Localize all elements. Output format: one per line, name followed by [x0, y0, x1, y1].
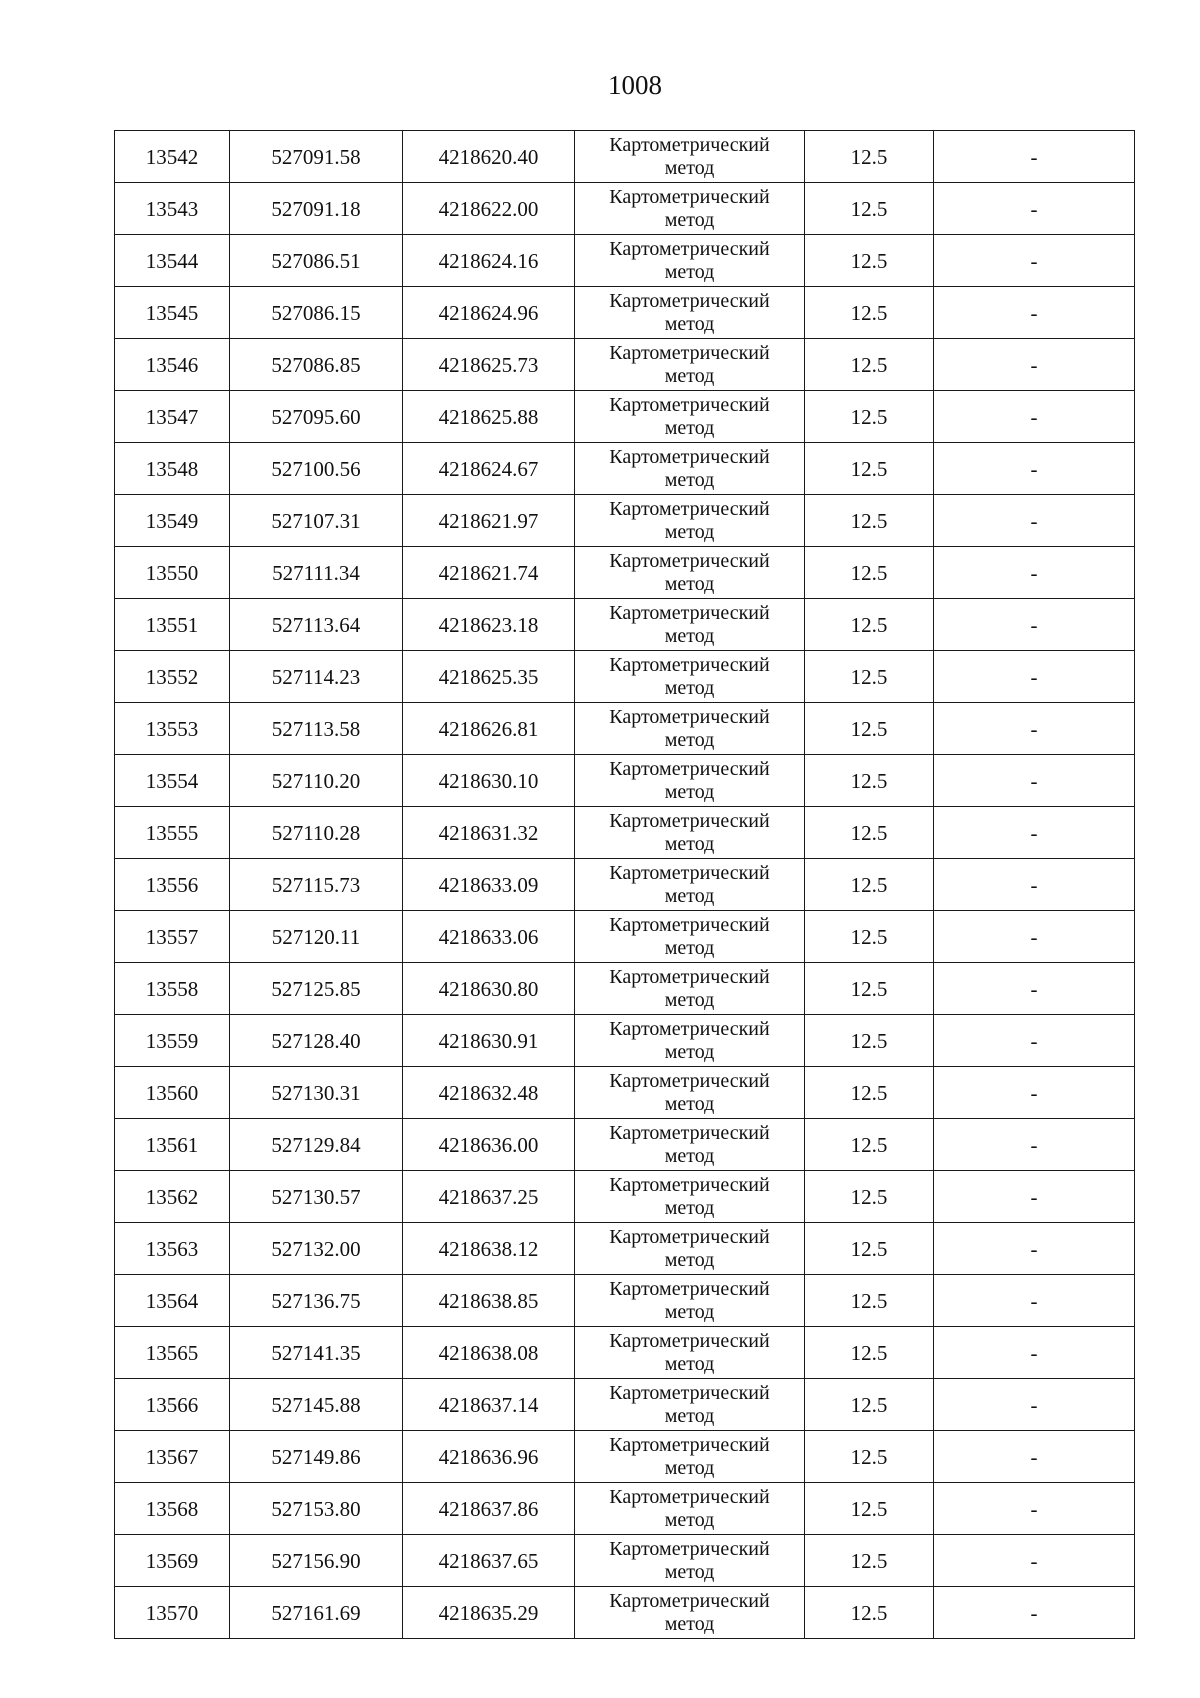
x-coordinate-cell: 527125.85 [230, 963, 403, 1015]
accuracy-cell: 12.5 [805, 755, 934, 807]
method-cell [575, 703, 805, 755]
method-line-2: метод [664, 1561, 715, 1583]
y-coordinate-cell: 4218625.88 [403, 391, 575, 443]
note-cell: - [934, 1587, 1135, 1639]
y-coordinate-cell: 4218630.80 [403, 963, 575, 1015]
page-number: 1008 [608, 70, 662, 100]
method-cell [575, 1171, 805, 1223]
method-cell [575, 1587, 805, 1639]
method-line-1: Картометрический [609, 1538, 770, 1560]
method-line-2: метод [664, 1301, 715, 1323]
method-line-2: метод [664, 521, 715, 543]
point-id-cell: 13554 [115, 755, 230, 807]
point-id-cell: 13551 [115, 599, 230, 651]
method-line-1: Картометрический [609, 186, 770, 208]
note-cell: - [934, 755, 1135, 807]
table-body [115, 131, 1135, 1639]
method-line-2: метод [664, 573, 715, 595]
note-cell: - [934, 859, 1135, 911]
table-row [115, 1379, 1135, 1431]
point-id-cell: 13543 [115, 183, 230, 235]
accuracy-cell: 12.5 [805, 1483, 934, 1535]
x-coordinate-cell: 527120.11 [230, 911, 403, 963]
accuracy-cell: 12.5 [805, 859, 934, 911]
method-cell [575, 1483, 805, 1535]
accuracy-cell: 12.5 [805, 287, 934, 339]
x-coordinate-cell: 527100.56 [230, 443, 403, 495]
table-row [115, 859, 1135, 911]
x-coordinate-cell: 527132.00 [230, 1223, 403, 1275]
table-row [115, 1535, 1135, 1587]
table-row [115, 495, 1135, 547]
x-coordinate-cell: 527114.23 [230, 651, 403, 703]
method-cell [575, 1015, 805, 1067]
x-coordinate-cell: 527156.90 [230, 1535, 403, 1587]
y-coordinate-cell: 4218625.35 [403, 651, 575, 703]
method-cell [575, 1223, 805, 1275]
accuracy-cell: 12.5 [805, 703, 934, 755]
note-cell: - [934, 1119, 1135, 1171]
method-cell [575, 599, 805, 651]
point-id-cell: 13558 [115, 963, 230, 1015]
method-cell [575, 859, 805, 911]
note-cell: - [934, 235, 1135, 287]
method-cell [575, 443, 805, 495]
method-line-1: Картометрический [609, 1070, 770, 1092]
point-id-cell: 13569 [115, 1535, 230, 1587]
point-id-cell: 13570 [115, 1587, 230, 1639]
x-coordinate-cell: 527091.58 [230, 131, 403, 183]
method-cell [575, 235, 805, 287]
accuracy-cell: 12.5 [805, 1223, 934, 1275]
method-cell [575, 807, 805, 859]
accuracy-cell: 12.5 [805, 1379, 934, 1431]
accuracy-cell: 12.5 [805, 1535, 934, 1587]
method-line-2: метод [664, 937, 715, 959]
y-coordinate-cell: 4218636.96 [403, 1431, 575, 1483]
x-coordinate-cell: 527153.80 [230, 1483, 403, 1535]
note-cell: - [934, 495, 1135, 547]
table-row [115, 963, 1135, 1015]
y-coordinate-cell: 4218630.10 [403, 755, 575, 807]
note-cell: - [934, 131, 1135, 183]
x-coordinate-cell: 527110.28 [230, 807, 403, 859]
method-cell [575, 963, 805, 1015]
table-row [115, 1275, 1135, 1327]
method-line-2: метод [664, 833, 715, 855]
method-line-2: метод [664, 1249, 715, 1271]
accuracy-cell: 12.5 [805, 391, 934, 443]
point-id-cell: 13553 [115, 703, 230, 755]
method-line-2: метод [664, 157, 715, 179]
y-coordinate-cell: 4218621.74 [403, 547, 575, 599]
x-coordinate-cell: 527086.85 [230, 339, 403, 391]
y-coordinate-cell: 4218637.65 [403, 1535, 575, 1587]
method-line-1: Картометрический [609, 654, 770, 676]
method-line-1: Картометрический [609, 1018, 770, 1040]
y-coordinate-cell: 4218638.85 [403, 1275, 575, 1327]
x-coordinate-cell: 527095.60 [230, 391, 403, 443]
point-id-cell: 13546 [115, 339, 230, 391]
note-cell: - [934, 1275, 1135, 1327]
point-id-cell: 13549 [115, 495, 230, 547]
table-row [115, 235, 1135, 287]
x-coordinate-cell: 527141.35 [230, 1327, 403, 1379]
note-cell: - [934, 807, 1135, 859]
method-line-1: Картометрический [609, 1278, 770, 1300]
accuracy-cell: 12.5 [805, 1119, 934, 1171]
point-id-cell: 13566 [115, 1379, 230, 1431]
x-coordinate-cell: 527086.15 [230, 287, 403, 339]
note-cell: - [934, 599, 1135, 651]
y-coordinate-cell: 4218624.96 [403, 287, 575, 339]
method-line-1: Картометрический [609, 914, 770, 936]
note-cell: - [934, 443, 1135, 495]
table-row [115, 599, 1135, 651]
method-line-2: метод [664, 1093, 715, 1115]
point-id-cell: 13560 [115, 1067, 230, 1119]
point-id-cell: 13557 [115, 911, 230, 963]
note-cell: - [934, 287, 1135, 339]
note-cell: - [934, 183, 1135, 235]
y-coordinate-cell: 4218637.14 [403, 1379, 575, 1431]
method-cell [575, 1379, 805, 1431]
method-line-1: Картометрический [609, 862, 770, 884]
table-row [115, 1483, 1135, 1535]
method-cell [575, 1275, 805, 1327]
method-cell [575, 495, 805, 547]
table-row [115, 807, 1135, 859]
method-line-2: метод [664, 469, 715, 491]
y-coordinate-cell: 4218635.29 [403, 1587, 575, 1639]
accuracy-cell: 12.5 [805, 235, 934, 287]
accuracy-cell: 12.5 [805, 131, 934, 183]
x-coordinate-cell: 527130.57 [230, 1171, 403, 1223]
point-id-cell: 13550 [115, 547, 230, 599]
x-coordinate-cell: 527113.64 [230, 599, 403, 651]
method-line-1: Картометрический [609, 498, 770, 520]
table-row [115, 1431, 1135, 1483]
point-id-cell: 13545 [115, 287, 230, 339]
table-row [115, 1171, 1135, 1223]
accuracy-cell: 12.5 [805, 963, 934, 1015]
x-coordinate-cell: 527086.51 [230, 235, 403, 287]
method-cell [575, 391, 805, 443]
method-line-2: метод [664, 989, 715, 1011]
method-line-1: Картометрический [609, 1330, 770, 1352]
accuracy-cell: 12.5 [805, 339, 934, 391]
y-coordinate-cell: 4218633.09 [403, 859, 575, 911]
note-cell: - [934, 703, 1135, 755]
method-line-2: метод [664, 781, 715, 803]
method-line-1: Картометрический [609, 1434, 770, 1456]
method-line-1: Картометрический [609, 1382, 770, 1404]
table-row [115, 1119, 1135, 1171]
table-row [115, 183, 1135, 235]
accuracy-cell: 12.5 [805, 807, 934, 859]
method-line-1: Картометрический [609, 966, 770, 988]
method-line-2: метод [664, 1145, 715, 1167]
method-cell [575, 755, 805, 807]
y-coordinate-cell: 4218636.00 [403, 1119, 575, 1171]
method-line-2: метод [664, 261, 715, 283]
note-cell: - [934, 1431, 1135, 1483]
y-coordinate-cell: 4218633.06 [403, 911, 575, 963]
note-cell: - [934, 1067, 1135, 1119]
x-coordinate-cell: 527115.73 [230, 859, 403, 911]
x-coordinate-cell: 527113.58 [230, 703, 403, 755]
method-line-2: метод [664, 313, 715, 335]
method-line-1: Картометрический [609, 1174, 770, 1196]
coordinates-table [114, 130, 1135, 1639]
x-coordinate-cell: 527111.34 [230, 547, 403, 599]
accuracy-cell: 12.5 [805, 1587, 934, 1639]
note-cell: - [934, 911, 1135, 963]
x-coordinate-cell: 527149.86 [230, 1431, 403, 1483]
method-cell [575, 1431, 805, 1483]
point-id-cell: 13564 [115, 1275, 230, 1327]
table-row [115, 391, 1135, 443]
accuracy-cell: 12.5 [805, 1327, 934, 1379]
method-line-1: Картометрический [609, 758, 770, 780]
table-row [115, 911, 1135, 963]
y-coordinate-cell: 4218624.67 [403, 443, 575, 495]
table-row [115, 131, 1135, 183]
table-row [115, 1067, 1135, 1119]
accuracy-cell: 12.5 [805, 911, 934, 963]
method-cell [575, 287, 805, 339]
accuracy-cell: 12.5 [805, 599, 934, 651]
y-coordinate-cell: 4218624.16 [403, 235, 575, 287]
table-row [115, 1015, 1135, 1067]
y-coordinate-cell: 4218637.25 [403, 1171, 575, 1223]
note-cell: - [934, 1015, 1135, 1067]
point-id-cell: 13555 [115, 807, 230, 859]
method-line-1: Картометрический [609, 1122, 770, 1144]
note-cell: - [934, 651, 1135, 703]
accuracy-cell: 12.5 [805, 1015, 934, 1067]
note-cell: - [934, 1535, 1135, 1587]
method-line-2: метод [664, 1509, 715, 1531]
table-row [115, 287, 1135, 339]
method-cell [575, 1327, 805, 1379]
method-line-1: Картометрический [609, 706, 770, 728]
x-coordinate-cell: 527136.75 [230, 1275, 403, 1327]
method-cell [575, 131, 805, 183]
accuracy-cell: 12.5 [805, 495, 934, 547]
point-id-cell: 13542 [115, 131, 230, 183]
method-line-1: Картометрический [609, 1226, 770, 1248]
method-line-2: метод [664, 1353, 715, 1375]
method-line-2: метод [664, 625, 715, 647]
table-row [115, 1587, 1135, 1639]
accuracy-cell: 12.5 [805, 1171, 934, 1223]
y-coordinate-cell: 4218626.81 [403, 703, 575, 755]
y-coordinate-cell: 4218638.08 [403, 1327, 575, 1379]
accuracy-cell: 12.5 [805, 547, 934, 599]
method-line-1: Картометрический [609, 134, 770, 156]
table-row [115, 1223, 1135, 1275]
point-id-cell: 13568 [115, 1483, 230, 1535]
method-cell [575, 183, 805, 235]
method-cell [575, 1067, 805, 1119]
point-id-cell: 13556 [115, 859, 230, 911]
table-row [115, 547, 1135, 599]
note-cell: - [934, 1223, 1135, 1275]
x-coordinate-cell: 527110.20 [230, 755, 403, 807]
y-coordinate-cell: 4218620.40 [403, 131, 575, 183]
accuracy-cell: 12.5 [805, 183, 934, 235]
accuracy-cell: 12.5 [805, 443, 934, 495]
x-coordinate-cell: 527091.18 [230, 183, 403, 235]
note-cell: - [934, 1327, 1135, 1379]
note-cell: - [934, 339, 1135, 391]
method-line-1: Картометрический [609, 1590, 770, 1612]
method-line-1: Картометрический [609, 238, 770, 260]
method-cell [575, 651, 805, 703]
x-coordinate-cell: 527128.40 [230, 1015, 403, 1067]
table-row [115, 651, 1135, 703]
method-line-1: Картометрический [609, 394, 770, 416]
method-line-1: Картометрический [609, 290, 770, 312]
method-line-2: метод [664, 885, 715, 907]
table-row [115, 755, 1135, 807]
method-cell [575, 1535, 805, 1587]
y-coordinate-cell: 4218631.32 [403, 807, 575, 859]
method-line-2: метод [664, 729, 715, 751]
y-coordinate-cell: 4218632.48 [403, 1067, 575, 1119]
table-row [115, 703, 1135, 755]
y-coordinate-cell: 4218630.91 [403, 1015, 575, 1067]
method-line-1: Картометрический [609, 342, 770, 364]
x-coordinate-cell: 527107.31 [230, 495, 403, 547]
y-coordinate-cell: 4218638.12 [403, 1223, 575, 1275]
point-id-cell: 13561 [115, 1119, 230, 1171]
method-line-2: метод [664, 1197, 715, 1219]
note-cell: - [934, 391, 1135, 443]
accuracy-cell: 12.5 [805, 651, 934, 703]
y-coordinate-cell: 4218621.97 [403, 495, 575, 547]
point-id-cell: 13552 [115, 651, 230, 703]
x-coordinate-cell: 527145.88 [230, 1379, 403, 1431]
accuracy-cell: 12.5 [805, 1431, 934, 1483]
point-id-cell: 13548 [115, 443, 230, 495]
point-id-cell: 13567 [115, 1431, 230, 1483]
table-row [115, 1327, 1135, 1379]
method-line-1: Картометрический [609, 1486, 770, 1508]
accuracy-cell: 12.5 [805, 1275, 934, 1327]
method-line-1: Картометрический [609, 550, 770, 572]
point-id-cell: 13563 [115, 1223, 230, 1275]
method-line-2: метод [664, 1041, 715, 1063]
note-cell: - [934, 1171, 1135, 1223]
y-coordinate-cell: 4218623.18 [403, 599, 575, 651]
note-cell: - [934, 1483, 1135, 1535]
point-id-cell: 13559 [115, 1015, 230, 1067]
method-line-2: метод [664, 1457, 715, 1479]
method-cell [575, 339, 805, 391]
method-line-1: Картометрический [609, 446, 770, 468]
point-id-cell: 13544 [115, 235, 230, 287]
point-id-cell: 13565 [115, 1327, 230, 1379]
note-cell: - [934, 963, 1135, 1015]
method-line-2: метод [664, 209, 715, 231]
method-line-1: Картометрический [609, 810, 770, 832]
method-line-2: метод [664, 677, 715, 699]
method-cell [575, 1119, 805, 1171]
y-coordinate-cell: 4218637.86 [403, 1483, 575, 1535]
method-cell [575, 547, 805, 599]
table-row [115, 339, 1135, 391]
method-line-2: метод [664, 1613, 715, 1635]
note-cell: - [934, 1379, 1135, 1431]
method-line-2: метод [664, 1405, 715, 1427]
x-coordinate-cell: 527161.69 [230, 1587, 403, 1639]
method-line-2: метод [664, 365, 715, 387]
method-cell [575, 911, 805, 963]
method-line-2: метод [664, 417, 715, 439]
point-id-cell: 13547 [115, 391, 230, 443]
y-coordinate-cell: 4218625.73 [403, 339, 575, 391]
point-id-cell: 13562 [115, 1171, 230, 1223]
y-coordinate-cell: 4218622.00 [403, 183, 575, 235]
accuracy-cell: 12.5 [805, 1067, 934, 1119]
table-row [115, 443, 1135, 495]
x-coordinate-cell: 527129.84 [230, 1119, 403, 1171]
x-coordinate-cell: 527130.31 [230, 1067, 403, 1119]
method-line-1: Картометрический [609, 602, 770, 624]
note-cell: - [934, 547, 1135, 599]
